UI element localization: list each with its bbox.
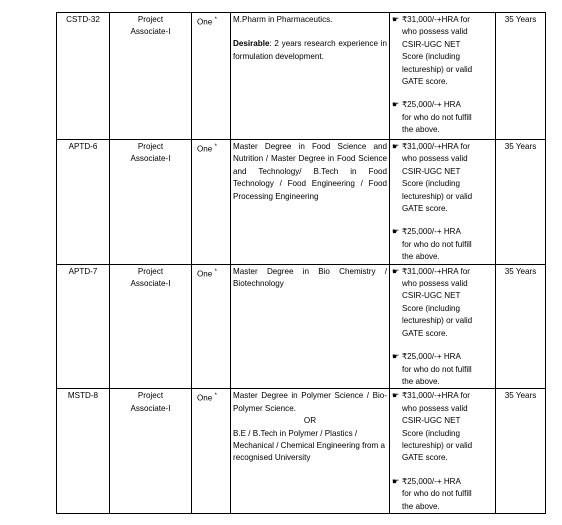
pointing-hand-icon: ☛	[392, 352, 400, 362]
post-count: One *	[192, 389, 231, 514]
emoluments	[390, 264, 496, 389]
rupee-icon: ₹	[402, 100, 408, 110]
post-count: One *	[192, 13, 231, 140]
age-limit: 35 Years	[496, 140, 546, 265]
rupee-icon: ₹	[402, 266, 408, 276]
rupee-icon: ₹	[402, 352, 408, 362]
qualification: M.Pharm in Pharmaceutics. Desirable: 2 years research experience in formulation development.	[231, 13, 390, 140]
post-code: APTD-6	[57, 140, 110, 265]
post-count: One *	[192, 264, 231, 389]
post-code: MSTD-8	[57, 389, 110, 514]
table-row	[57, 389, 546, 514]
qualification: Master Degree in Polymer Science / Bio-Polymer Science. OR B.E / B.Tech in Polymer / Plastics / Mechanical / Chemical Engineering from a recognised University	[231, 389, 390, 514]
pointing-hand-icon: ☛	[392, 266, 400, 276]
pay-option: ☛ ₹31,000/-+HRA for who possess valid CSIR-UGC NET Score (including lectureship) or valid GATE score.	[392, 142, 473, 214]
post-name: Project Associate-I	[110, 140, 192, 265]
pointing-hand-icon: ☛	[392, 100, 400, 110]
post-code: CSTD-32	[57, 13, 110, 140]
qualification: Master Degree in Bio Chemistry / Biotechnology	[231, 264, 390, 389]
post-name: Project Associate-I	[110, 264, 192, 389]
pointing-hand-icon: ☛	[392, 15, 400, 24]
emoluments	[390, 140, 496, 265]
age-limit: 35 Years	[496, 389, 546, 514]
age-limit: 35 Years	[496, 264, 546, 389]
post-count: One *	[192, 140, 231, 265]
pointing-hand-icon: ☛	[392, 142, 400, 151]
pointing-hand-icon: ☛	[392, 227, 400, 237]
table-row	[57, 140, 546, 265]
rupee-icon: ₹	[402, 15, 408, 24]
pay-option: ☛ ₹31,000/-+HRA for who possess valid CSIR-UGC NET Score (including lectureship) or valid GATE score.	[392, 15, 473, 87]
emoluments	[390, 389, 496, 514]
pointing-hand-icon: ☛	[392, 391, 400, 401]
post-name: Project Associate-I	[110, 389, 192, 514]
rupee-icon: ₹	[402, 391, 408, 401]
emoluments	[390, 13, 496, 140]
rupee-icon: ₹	[402, 142, 408, 151]
pay-option: ☛ ₹25,000/-+ HRA for who do not fulfill the above.	[392, 476, 472, 511]
post-code: APTD-7	[57, 264, 110, 389]
pointing-hand-icon: ☛	[392, 476, 400, 486]
pay-option: ☛ ₹25,000/-+ HRA for who do not fulfill the above.	[392, 227, 472, 262]
post-name: Project Associate-I	[110, 13, 192, 140]
table-row	[57, 13, 546, 140]
table-row	[57, 264, 546, 389]
recruitment-table	[56, 12, 546, 514]
age-limit: 35 Years	[496, 13, 546, 140]
pay-option: ☛ ₹25,000/-+ HRA for who do not fulfill the above.	[392, 352, 472, 386]
pay-option: ☛ ₹25,000/-+ HRA for who do not fulfill the above.	[392, 100, 472, 135]
rupee-icon: ₹	[402, 227, 408, 237]
pay-option: ☛ ₹31,000/-+HRA for who possess valid CSIR-UGC NET Score (including lectureship) or valid GATE score.	[392, 391, 473, 463]
rupee-icon: ₹	[402, 476, 408, 486]
pay-option: ☛ ₹31,000/-+HRA for who possess valid CSIR-UGC NET Score (including lectureship) or valid GATE score.	[392, 266, 473, 338]
qualification: Master Degree in Food Science and Nutrition / Master Degree in Food Science and Technology/ B.Tech in Food Technology / Food Engineering / Food Processing Engineering	[231, 140, 390, 265]
